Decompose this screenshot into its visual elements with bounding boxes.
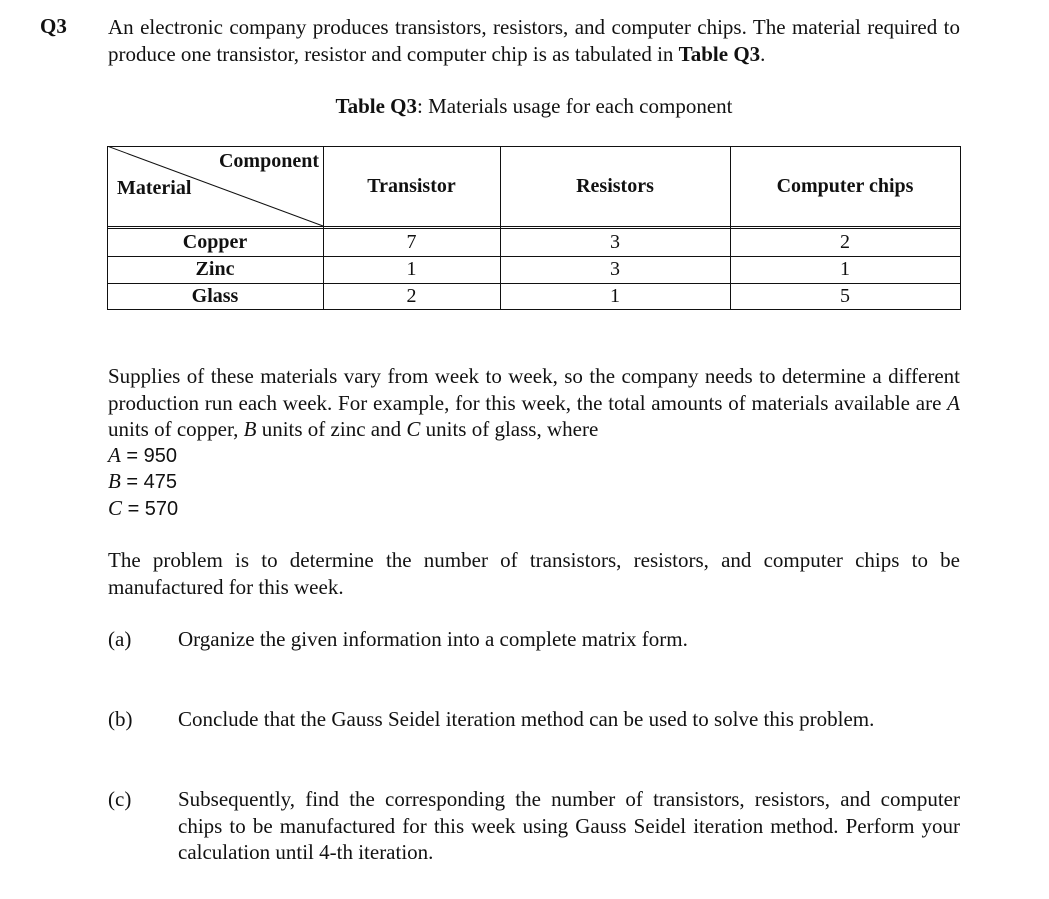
row-header-zinc: Zinc bbox=[195, 258, 235, 280]
part-a-text: Organize the given information into a complete matrix form. bbox=[178, 627, 688, 651]
equation-a bbox=[108, 442, 177, 470]
equation-b bbox=[108, 468, 177, 496]
corner-header-component: Component bbox=[218, 149, 319, 172]
equation-c-value: = 570 bbox=[122, 498, 179, 520]
row-header-copper: Copper bbox=[182, 231, 248, 253]
table-caption bbox=[108, 94, 960, 119]
table-caption-label: Table Q3 bbox=[335, 94, 418, 118]
part-b-text: Conclude that the Gauss Seidel iteration method can be used to solve this problem. bbox=[178, 707, 875, 731]
part-c-label: (c) bbox=[108, 787, 132, 811]
column-header-computer-chips: Computer chips bbox=[776, 175, 914, 197]
cell-glass-resistors: 1 bbox=[610, 284, 620, 307]
supplies-text-1: Supplies of these materials vary from week to week, so the company needs to determine a different production run each week. For example, for this week, the total amounts of materials available are bbox=[108, 364, 960, 415]
equation-b-var: B bbox=[108, 469, 121, 493]
column-header-resistors: Resistors bbox=[576, 175, 654, 197]
supplies-paragraph bbox=[108, 363, 960, 443]
intro-paragraph bbox=[108, 14, 960, 67]
question-number: Q3 bbox=[40, 14, 67, 38]
var-a: A bbox=[947, 390, 960, 415]
supplies-text-2: units of copper, bbox=[108, 417, 244, 441]
intro-end: . bbox=[760, 41, 766, 66]
part-a-label: (a) bbox=[108, 627, 132, 651]
part-c-text: Subsequently, find the corresponding the number of transistors, resistors, and computer chips to be manufactured for this week using Gauss Seidel iteration method. Perform your calculation until 4-th iteration. bbox=[178, 787, 960, 864]
supplies-text-3: units of zinc and bbox=[256, 417, 407, 441]
cell-zinc-transistor: 1 bbox=[406, 258, 417, 280]
cell-copper-computer-chips: 2 bbox=[840, 231, 850, 253]
intro-text: An electronic company produces transistors, resistors, and computer chips. The material required to produce one transistor, resistor and computer chip is as tabulated in bbox=[108, 15, 960, 66]
cell-copper-resistors: 3 bbox=[610, 231, 620, 253]
cell-zinc-computer-chips: 1 bbox=[840, 258, 850, 280]
corner-header-material: Material bbox=[117, 176, 192, 199]
var-b: B bbox=[243, 417, 257, 441]
cell-copper-transistor: 7 bbox=[406, 231, 417, 253]
equation-b-value: = 475 bbox=[120, 471, 177, 493]
equation-c bbox=[108, 495, 178, 523]
cell-zinc-resistors: 3 bbox=[610, 258, 620, 280]
table-caption-text: : Materials usage for each component bbox=[417, 94, 733, 118]
part-b-label: (b) bbox=[108, 707, 133, 731]
supplies-text-4: units of glass, where bbox=[420, 417, 599, 441]
materials-table bbox=[107, 146, 961, 310]
equation-a-var: A bbox=[108, 443, 121, 467]
equation-c-var: C bbox=[108, 496, 123, 520]
cell-glass-computer-chips: 5 bbox=[840, 284, 850, 307]
equation-a-value: = 950 bbox=[120, 445, 177, 467]
var-c: C bbox=[406, 417, 421, 441]
problem-paragraph: The problem is to determine the number of transistors, resistors, and computer chips to be manufactured for this week. bbox=[108, 548, 960, 599]
intro-table-ref: Table Q3 bbox=[678, 41, 761, 66]
column-header-transistor: Transistor bbox=[367, 175, 456, 197]
row-header-glass: Glass bbox=[191, 284, 239, 307]
cell-glass-transistor: 2 bbox=[406, 284, 417, 307]
